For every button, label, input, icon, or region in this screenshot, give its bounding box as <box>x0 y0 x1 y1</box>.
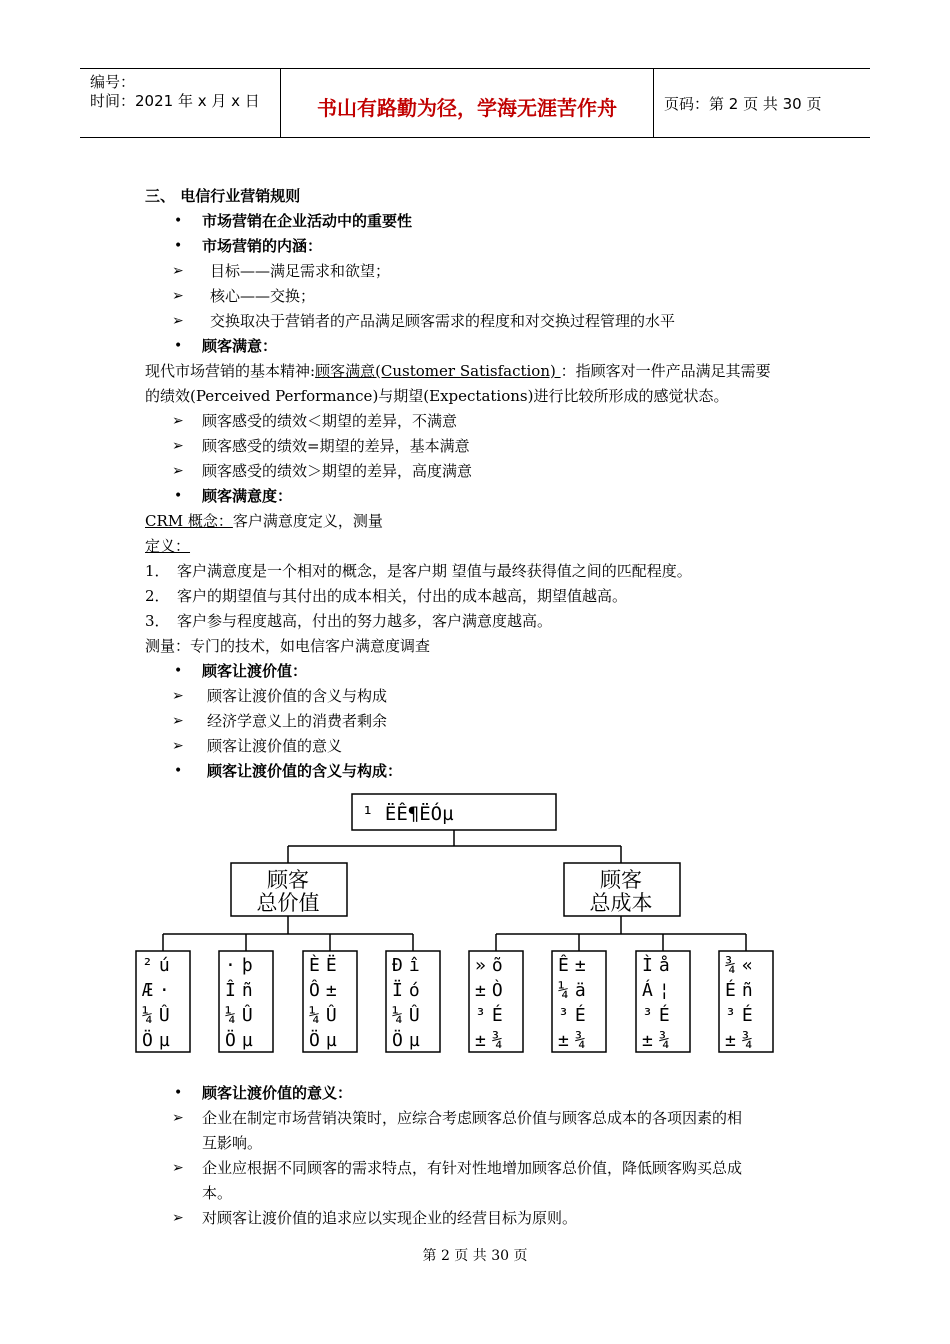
arrow-marker: ➢ <box>172 438 184 454</box>
diagram-leaf-text: ³É <box>558 1005 592 1026</box>
diagram-leaf-text: Æ· <box>142 980 176 1001</box>
text-run: 客户满意度定义，测量 <box>232 512 383 530</box>
arrow-item: 对顾客让渡价值的追求应以实现企业的经营目标为原则。 <box>202 1209 578 1227</box>
diagram-total-cost-line2: 总成本 <box>589 891 653 915</box>
diagram-leaf-text: Ìå <box>642 955 676 976</box>
arrow-marker: ➢ <box>172 738 184 754</box>
value-structure-diagram <box>130 790 780 1064</box>
diagram-leaf-text: Ê± <box>558 955 592 976</box>
header-right-cell <box>654 69 870 137</box>
diagram-leaf-text: ±¾ <box>725 1030 759 1051</box>
arrow-marker: ➢ <box>172 413 184 429</box>
numbered-num: 2． <box>145 587 170 605</box>
text-run: ：指顾客对一件产品满足其需要 <box>560 362 771 380</box>
diagram-leaf-text: ²ú <box>142 955 176 976</box>
text-run: 现代市场营销的基本精神: <box>145 362 316 380</box>
header-left-cell <box>80 69 281 137</box>
page-label: 页码：第 2 页 共 30 页 <box>664 95 822 113</box>
arrow-item: 企业在制定市场营销决策时，应综合考虑顾客总价值与顾客总成本的各项因素的相 <box>202 1109 743 1127</box>
diagram-leaf-text: Ðî <box>392 955 426 976</box>
bullet-marker: • <box>174 663 183 679</box>
arrow-marker: ➢ <box>172 1110 184 1126</box>
bullet-item: 顾客让渡价值的意义： <box>202 1084 353 1102</box>
arrow-item: 顾客感受的绩效=期望的差异，基本满意 <box>202 437 470 455</box>
arrow-item: 目标——满足需求和欲望； <box>210 262 391 280</box>
paragraph-line: 测量：专门的技术，如电信客户满意度调查 <box>145 637 431 655</box>
diagram-leaf-text: ¼Û <box>309 1005 343 1026</box>
diagram-leaf-text: Ïó <box>392 980 426 1001</box>
diagram-leaf-text: Éñ <box>725 980 759 1001</box>
diagram-leaf-text: Öµ <box>392 1030 426 1051</box>
diagram-leaf-text: ·þ <box>225 955 259 976</box>
diagram-leaf-text: ¼ä <box>558 980 592 1001</box>
arrow-item-continued: 本。 <box>202 1184 233 1202</box>
diagram-leaf-text: ±¾ <box>642 1030 676 1051</box>
bullet-marker: • <box>174 763 183 779</box>
diagram-leaf-text: Öµ <box>309 1030 343 1051</box>
motto: 书山有路勤为径，学海无涯苦作舟 <box>317 96 617 120</box>
paragraph-line <box>145 536 202 556</box>
arrow-marker: ➢ <box>172 313 184 329</box>
bullet-item: 市场营销的内涵： <box>202 237 323 255</box>
diagram-leaf-text: ¼Û <box>142 1005 176 1026</box>
bullet-marker: • <box>174 488 183 504</box>
bullet-item: 顾客满意： <box>202 337 278 355</box>
bullet-marker: • <box>174 238 183 254</box>
numbered-item: 客户的期望值与其付出的成本相关，付出的成本越高，期望值越高。 <box>177 587 628 605</box>
diagram-leaf-text: Ô± <box>309 980 343 1001</box>
bullet-item: 市场营销在企业活动中的重要性 <box>202 212 413 230</box>
page-header <box>80 68 870 138</box>
bullet-marker: • <box>174 1085 183 1101</box>
bullet-item: 顾客让渡价值的含义与构成： <box>207 762 403 780</box>
diagram-leaf-text: ¼Û <box>392 1005 426 1026</box>
diagram-leaf-text: ÈË <box>309 955 343 976</box>
arrow-item: 顾客让渡价值的含义与构成 <box>207 687 388 705</box>
arrow-item: 企业应根据不同顾客的需求特点，有针对性地增加顾客总价值，降低顾客购买总成 <box>202 1159 743 1177</box>
diagram-total-cost-line1: 顾客 <box>600 868 642 892</box>
diagram-total-value-line2: 总价值 <box>256 891 320 915</box>
arrow-item-continued: 互影响。 <box>202 1134 263 1152</box>
diagram-total-value-line1: 顾客 <box>267 868 309 892</box>
numbered-num: 1． <box>145 562 170 580</box>
underlined-term: CRM 概念： <box>145 512 233 530</box>
arrow-item: 顾客让渡价值的意义 <box>207 737 343 755</box>
numbered-item: 客户参与程度越高，付出的努力越多，客户满意度越高。 <box>177 612 553 630</box>
bullet-marker: • <box>174 213 183 229</box>
arrow-item: 顾客感受的绩效＜期望的差异，不满意 <box>202 412 458 430</box>
paragraph-line: 的绩效(Perceived Performance)与期望(Expectations)进行比较所形成的感觉状态。 <box>145 387 729 405</box>
diagram-leaf-text: ¼Û <box>225 1005 259 1026</box>
diagram-leaf-text: Öµ <box>142 1030 176 1051</box>
section-title: 三、 电信行业营销规则 <box>145 187 301 205</box>
arrow-item: 经济学意义上的消费者剩余 <box>207 712 388 730</box>
arrow-marker: ➢ <box>172 1160 184 1176</box>
diagram-leaf-text: ³É <box>475 1005 509 1026</box>
paragraph-line <box>145 361 771 381</box>
arrow-marker: ➢ <box>172 288 184 304</box>
diagram-leaf-text: Öµ <box>225 1030 259 1051</box>
diagram-leaves <box>136 951 773 1052</box>
arrow-marker: ➢ <box>172 688 184 704</box>
diagram-leaf-text: ±Ò <box>475 980 509 1001</box>
arrow-item: 顾客感受的绩效＞期望的差异，高度满意 <box>202 462 473 480</box>
underlined-term: 顾客满意(Customer Satisfaction) <box>315 362 561 380</box>
header-center-cell <box>281 69 654 137</box>
bullet-marker: • <box>174 338 183 354</box>
diagram-leaf-text: ¾« <box>725 955 759 976</box>
bullet-item: 顾客满意度： <box>202 487 293 505</box>
arrow-item: 交换取决于营销者的产品满足顾客需求的程度和对交换过程管理的水平 <box>210 312 676 330</box>
arrow-marker: ➢ <box>172 1210 184 1226</box>
arrow-marker: ➢ <box>172 263 184 279</box>
numbered-item: 客户满意度是一个相对的概念，是客户期 望值与最终获得值之间的匹配程度。 <box>177 562 692 580</box>
underlined-term: 定义： <box>145 537 191 555</box>
diagram-leaf-text: Îñ <box>225 980 259 1001</box>
number-label: 编号： <box>90 73 136 91</box>
diagram-root-text: ¹ ËÊ¶ËÓµ <box>362 803 454 825</box>
numbered-num: 3． <box>145 612 170 630</box>
arrow-marker: ➢ <box>172 713 184 729</box>
arrow-marker: ➢ <box>172 463 184 479</box>
diagram-leaf-text: »õ <box>475 955 509 976</box>
diagram-svg <box>130 790 780 1060</box>
time-label: 时间：2021 年 x 月 x 日 <box>90 92 260 110</box>
diagram-leaf-text: ±¾ <box>475 1030 509 1051</box>
paragraph-line <box>145 511 383 531</box>
diagram-leaf-text: ³É <box>725 1005 759 1026</box>
bullet-item: 顾客让渡价值： <box>202 662 308 680</box>
diagram-leaf-text: Á¦ <box>642 980 676 1001</box>
arrow-item: 核心——交换； <box>210 287 316 305</box>
diagram-leaf-text: ±¾ <box>558 1030 592 1051</box>
page-footer: 第 2 页 共 30 页 <box>422 1248 528 1264</box>
diagram-leaf-text: ³É <box>642 1005 676 1026</box>
